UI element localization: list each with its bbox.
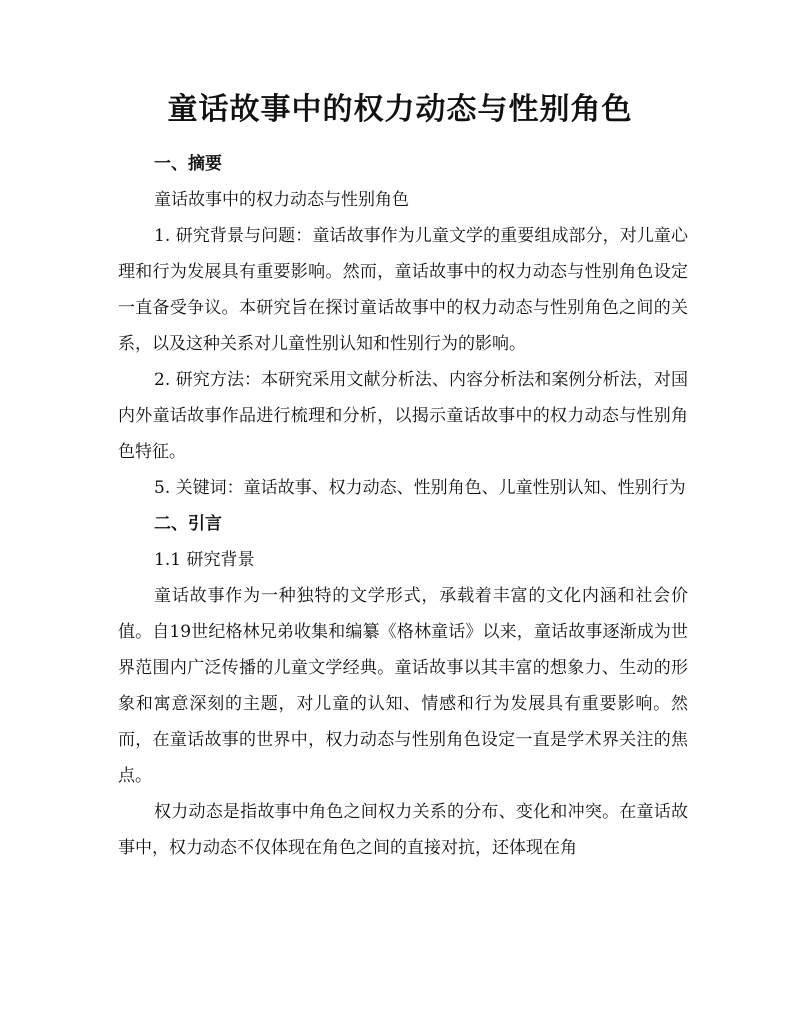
paragraph-introduction-1: 童话故事作为一种独特的文学形式，承载着丰富的文化内涵和社会价值。自19世纪格林兄弟收集和编纂《格林童话》以来，童话故事逐渐成为世界范围内广泛传播的儿童文学经典。童话故事以其丰富的想象力、生动的形象和寓意深刻的主题，对儿童的认知、情感和行为发展具有重要影响。然而，在童话故事的世界中，权力动态与性别角色设定一直是学术界关注的焦点。	[118, 586, 688, 786]
document-title: 童话故事中的权力动态与性别角色	[167, 92, 633, 127]
paragraph-method: 2. 研究方法：本研究采用文献分析法、内容分析法和案例分析法，对国内外童话故事作品进行梳理和分析，以揭示童话故事中的权力动态与性别角色特征。	[118, 370, 688, 462]
paragraph-background: 1. 研究背景与问题：童话故事作为儿童文学的重要组成部分，对儿童心理和行为发展具有重要影响。然而，童话故事中的权力动态与性别角色设定一直备受争议。本研究旨在探讨童话故事中的权力动态与性别角色之间的关系，以及这种关系对儿童性别认知和性别行为的影响。	[118, 226, 688, 354]
subsection-heading-background: 1.1 研究背景	[154, 550, 255, 570]
document-body	[118, 146, 688, 866]
section-heading-abstract: 一、摘要	[154, 154, 222, 174]
paragraph-keywords: 5. 关键词：童话故事、权力动态、性别角色、儿童性别认知、性别行为	[154, 478, 686, 498]
abstract-title: 童话故事中的权力动态与性别角色	[154, 190, 409, 210]
paragraph-introduction-2: 权力动态是指故事中角色之间权力关系的分布、变化和冲突。在童话故事中，权力动态不仅体现在角色之间的直接对抗，还体现在角	[118, 802, 688, 858]
section-heading-introduction: 二、引言	[154, 514, 222, 534]
